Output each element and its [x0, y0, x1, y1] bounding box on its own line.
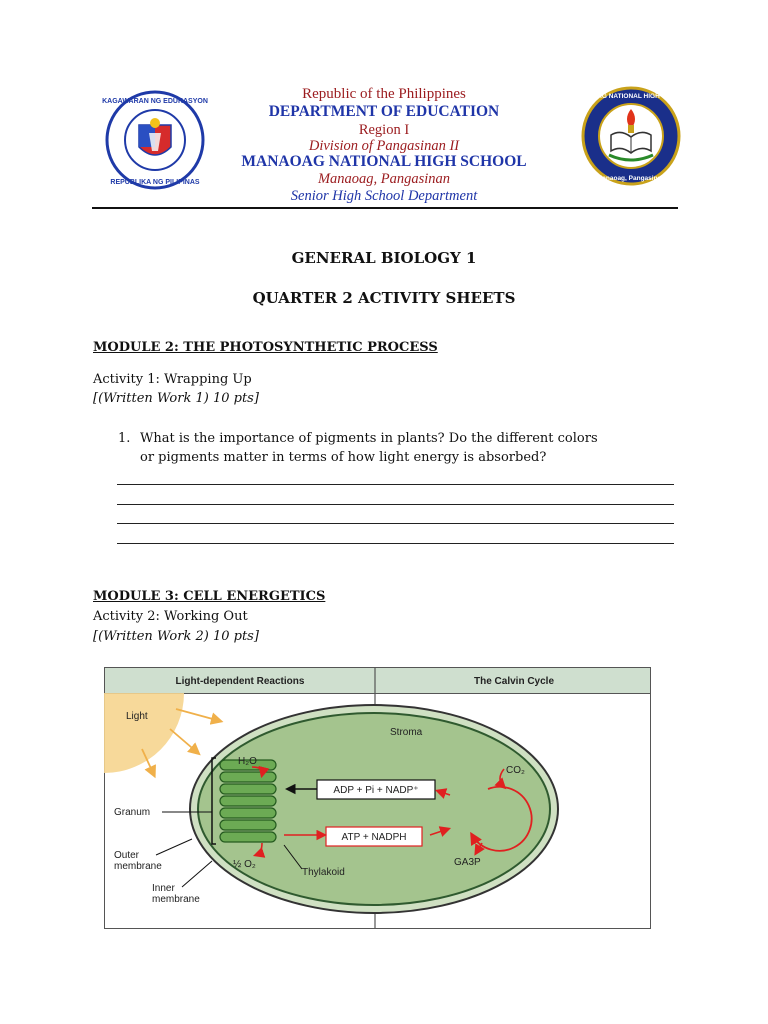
header-school: MANAOAG NATIONAL HIGH SCHOOL	[241, 153, 527, 170]
svg-text:REPUBLIKA NG PILIPINAS: REPUBLIKA NG PILIPINAS	[110, 179, 200, 186]
header-calvin-cycle: The Calvin Cycle	[473, 676, 555, 687]
answer-line[interactable]	[117, 523, 674, 524]
light-label: Light	[126, 711, 148, 722]
answer-line[interactable]	[117, 484, 674, 485]
outer-membrane-label-1: Outer	[114, 850, 140, 861]
question-number: 1.	[118, 431, 131, 446]
module3-heading: MODULE 3: CELL ENERGETICS	[93, 589, 326, 604]
inner-membrane-label-2: membrane	[152, 894, 200, 905]
page-subtitle: QUARTER 2 ACTIVITY SHEETS	[252, 289, 516, 307]
header-region: Region I	[358, 122, 410, 138]
h2o-label: H₂O	[238, 756, 257, 767]
granum-label: Granum	[114, 807, 151, 818]
outer-membrane-label-2: membrane	[114, 861, 162, 872]
module2-points: [(Written Work 1) 10 pts]	[93, 391, 259, 406]
svg-text:MANAOAG NATIONAL HIGH SCHOOL: MANAOAG NATIONAL HIGH SCHOOL	[572, 93, 690, 100]
module2-activity: Activity 1: Wrapping Up	[93, 372, 252, 387]
header-division: Division of Pangasinan II	[308, 138, 460, 154]
chloroplast-diagram	[104, 667, 651, 929]
answer-line[interactable]	[117, 504, 674, 505]
svg-text:Manaoag, Pangasinan: Manaoag, Pangasinan	[596, 175, 666, 182]
inner-membrane-label-1: Inner	[152, 883, 175, 894]
page-title: GENERAL BIOLOGY 1	[291, 249, 477, 267]
question-line-1: What is the importance of pigments in plants? Do the different colors	[140, 431, 598, 446]
header-republic: Republic of the Philippines	[302, 86, 466, 102]
header-rule	[92, 207, 678, 209]
header-department: DEPARTMENT OF EDUCATION	[268, 103, 500, 120]
svg-text:KAGAWARAN NG EDUKASYON: KAGAWARAN NG EDUKASYON	[102, 98, 208, 105]
module2-heading: MODULE 2: THE PHOTOSYNTHETIC PROCESS	[93, 340, 438, 355]
co2-label: CO₂	[506, 765, 525, 776]
answer-line[interactable]	[117, 543, 674, 544]
atp-box-label: ATP + NADPH	[341, 832, 407, 843]
stroma-label: Stroma	[390, 727, 423, 738]
thylakoid-label: Thylakoid	[302, 867, 345, 878]
header-location: Manaoag, Pangasinan	[317, 171, 451, 187]
ga3p-label: GA3P	[454, 857, 481, 868]
header-light-reactions: Light-dependent Reactions	[175, 676, 305, 687]
header-dept: Senior High School Department	[290, 188, 478, 204]
module3-points: [(Written Work 2) 10 pts]	[93, 629, 259, 644]
module3-activity: Activity 2: Working Out	[93, 609, 248, 624]
adp-box-label: ADP + Pi + NADP⁺	[333, 785, 419, 796]
question-line-2: or pigments matter in terms of how light energy is absorbed?	[140, 450, 547, 465]
o2-label: ½ O₂	[233, 859, 256, 870]
